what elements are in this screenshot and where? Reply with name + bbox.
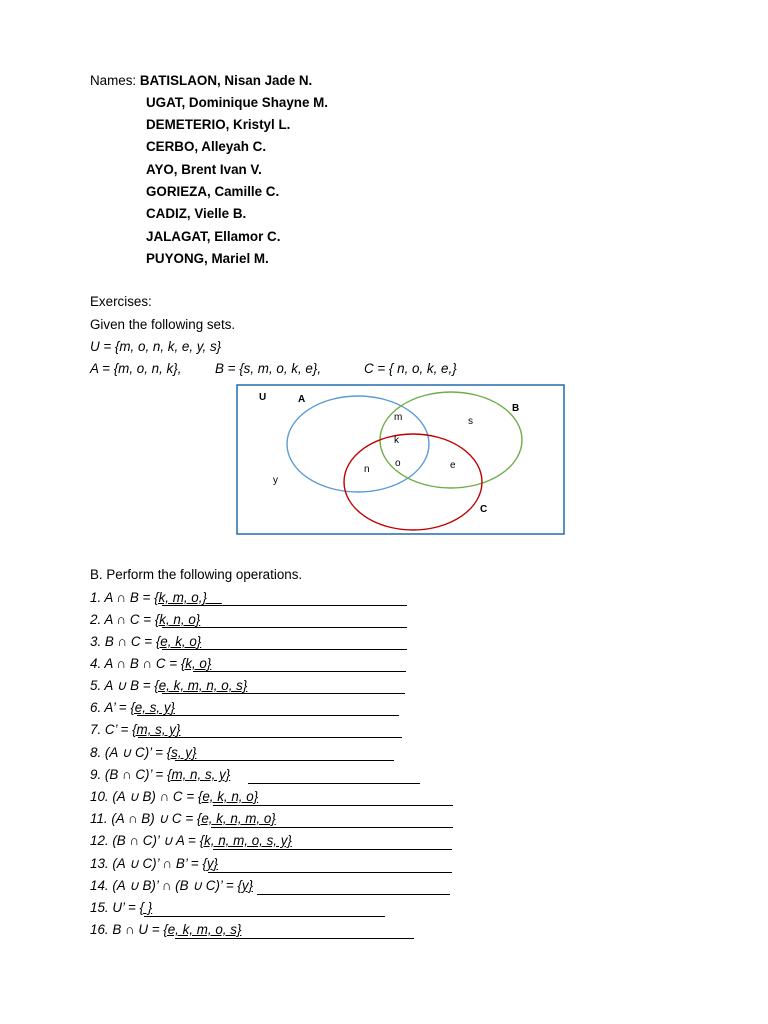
answer-line: [193, 671, 406, 672]
venn-diagram: [236, 384, 566, 536]
question-15: [90, 900, 152, 916]
answer-text: {y}: [202, 856, 218, 871]
question-text: 8. (A ∪ C)’ =: [90, 745, 167, 760]
answer-line: [211, 827, 453, 828]
question-text: 6. A’ =: [90, 700, 131, 715]
answer-line: [162, 649, 407, 650]
answer-text: {e, k, n, m, o}: [196, 811, 276, 826]
answer-line: [162, 605, 407, 606]
question-text: 13. (A ∪ C)’ ∩ B’ =: [90, 856, 203, 871]
answer-text: {e, k, m, o, s}: [163, 922, 242, 937]
name-7: CADIZ, Vielle B.: [146, 206, 247, 221]
question-5: [90, 678, 247, 694]
venn-a-label: A: [298, 394, 306, 405]
question-text: 14. (A ∪ B)’ ∩ (B ∪ C)’ =: [90, 878, 238, 893]
question-2: [90, 612, 200, 628]
names-label: Names:: [90, 73, 137, 88]
question-text: 1. A ∩ B =: [90, 590, 155, 605]
answer-text: {e, k, o}: [155, 634, 202, 649]
answer-text: { }: [139, 900, 153, 915]
answer-text: {k, n, m, o, s, y}: [199, 833, 292, 848]
question-text: 5. A ∪ B =: [90, 678, 155, 693]
question-text: 4. A ∩ B ∩ C =: [90, 656, 181, 671]
name-3: DEMETERIO, Kristyl L.: [146, 117, 291, 132]
exercises-intro: Given the following sets.: [90, 317, 236, 332]
answer-text: {k, m, o,}__: [154, 590, 222, 605]
question-12: [90, 833, 292, 849]
answer-line: [248, 783, 420, 784]
question-text: 9. (B ∩ C)’ =: [90, 767, 167, 782]
venn-element-e: e: [450, 460, 456, 471]
question-10: [90, 789, 258, 805]
circle-c: [344, 434, 482, 530]
question-text: 12. (B ∩ C)’ ∪ A =: [90, 833, 200, 848]
answer-text: {y}: [237, 878, 254, 893]
name-9: PUYONG, Mariel M.: [146, 251, 269, 266]
answer-line: [213, 805, 453, 806]
question-text: 7. C’ =: [90, 722, 133, 737]
answer-line: [257, 894, 450, 895]
answer-line: [137, 715, 399, 716]
name-6: GORIEZA, Camille C.: [146, 184, 280, 199]
answer-line: [175, 938, 414, 939]
names-label-line: [90, 73, 312, 89]
set-c: C = { n, o, k, e,}: [364, 361, 457, 376]
answer-text: {k, o}: [180, 656, 212, 671]
question-14: [90, 878, 253, 894]
question-13: [90, 856, 218, 872]
question-text: 15. U’ =: [90, 900, 140, 915]
answer-line: [162, 627, 407, 628]
answer-text: {m, n, s, y}: [166, 767, 231, 782]
venn-element-m: m: [394, 412, 403, 423]
answer-line: [162, 693, 405, 694]
section-b-title: B. Perform the following operations.: [90, 567, 303, 582]
question-16: [90, 922, 241, 938]
venn-u-label: U: [259, 392, 267, 403]
answer-text: {s, y}: [166, 745, 197, 760]
question-text: 3. B ∩ C =: [90, 634, 156, 649]
answer-line: [213, 849, 452, 850]
exercises-title: Exercises:: [90, 294, 152, 309]
answer-text: {e, k, n, o}: [197, 789, 259, 804]
name-2: UGAT, Dominique Shayne M.: [146, 95, 329, 110]
universe-set: U = {m, o, n, k, e, y, s}: [90, 339, 222, 354]
answer-line: [208, 872, 452, 873]
venn-element-s: s: [468, 416, 473, 427]
answer-line: [144, 916, 385, 917]
name-1: BATISLAON, Nisan Jade N.: [139, 73, 313, 88]
question-7: [90, 722, 180, 738]
venn-element-y: y: [273, 475, 278, 486]
question-text: 2. A ∩ C =: [90, 612, 155, 627]
answer-line: [138, 737, 402, 738]
question-text: 16. B ∩ U =: [90, 922, 164, 937]
circle-b: [380, 392, 522, 488]
question-9: [90, 767, 230, 783]
answer-text: {e, k, m, n, o, s}: [154, 678, 248, 693]
set-a: A = {m, o, n, k},: [90, 361, 182, 376]
question-11: [90, 811, 276, 827]
name-8: JALAGAT, Ellamor C.: [146, 229, 281, 244]
venn-c-label: C: [480, 504, 488, 515]
question-text: 11. (A ∩ B) ∪ C =: [90, 811, 197, 826]
venn-element-o: o: [395, 458, 401, 469]
set-b: B = {s, m, o, k, e},: [215, 361, 322, 376]
venn-element-n: n: [364, 464, 370, 475]
answer-text: {k, n, o}: [154, 612, 201, 627]
answer-text: {m, s, y}: [132, 722, 181, 737]
venn-b-label: B: [512, 403, 520, 414]
question-4: [90, 656, 211, 672]
question-8: [90, 745, 196, 761]
question-text: 10. (A ∪ B) ∩ C =: [90, 789, 198, 804]
answer-line: [175, 760, 394, 761]
question-3: [90, 634, 201, 650]
name-4: CERBO, Alleyah C.: [146, 139, 267, 154]
question-6: [90, 700, 175, 716]
answer-text: {e, s, y}: [130, 700, 175, 715]
name-5: AYO, Brent Ivan V.: [146, 162, 262, 177]
question-1: [90, 590, 222, 606]
venn-element-k: k: [394, 435, 399, 446]
